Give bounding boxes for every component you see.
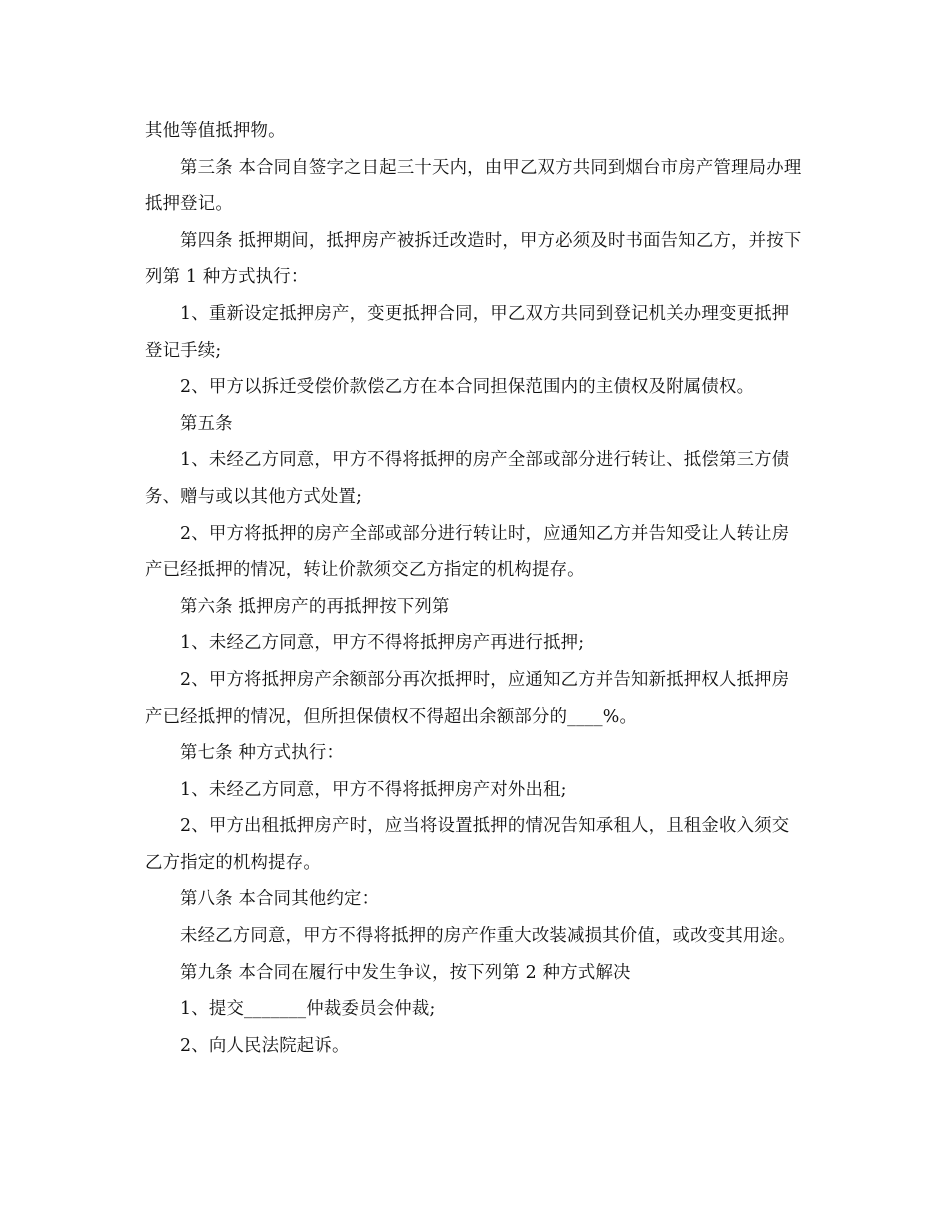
paragraph-article-4-item-1: 1、重新设定抵押房产，变更抵押合同，甲乙双方共同到登记机关办理变更抵押登记手续; [145, 303, 790, 361]
paragraph-article-4: 第四条 抵押期间，抵押房产被拆迁改造时，甲方必须及时书面告知乙方，并按下列第 1 种方式执行： [145, 230, 802, 288]
paragraph-article-7: 第七条 种方式执行： [180, 743, 345, 764]
paragraph-continuation: 其他等值抵押物。 [145, 121, 286, 141]
paragraph-article-6: 第六条 抵押房产的再抵押按下列第 [180, 596, 450, 617]
paragraph-article-7-item-2: 2、甲方出租抵押房产时，应当将设置抵押的情况告知承租人，且租金收入须交乙方指定的机构提存。 [145, 816, 790, 873]
paragraph-article-6-item-1: 1、未经乙方同意，甲方不得将抵押房产再进行抵押; [180, 633, 585, 654]
paragraph-article-5-item-1: 1、未经乙方同意，甲方不得将抵押的房产全部或部分进行转让、抵偿第三方债务、赠与或以其他方式处置; [145, 450, 790, 507]
document-body [145, 113, 805, 1064]
paragraph-article-9-item-2: 2、向人民法院起诉。 [180, 1035, 350, 1056]
paragraph-article-5: 第五条 [180, 413, 233, 434]
paragraph-article-6-item-2: 2、甲方将抵押房产余额部分再次抵押时，应通知乙方并告知新抵押权人抵押房产已经抵押的情况，但所担保债权不得超出余额部分的____%。 [145, 669, 790, 727]
paragraph-article-7-item-1: 1、未经乙方同意，甲方不得将抵押房产对外出租; [180, 779, 567, 800]
paragraph-article-8: 第八条 本合同其他约定： [180, 889, 380, 910]
paragraph-article-9-item-1: 1、提交_______仲裁委员会仲裁; [180, 999, 436, 1020]
paragraph-article-5-item-2: 2、甲方将抵押的房产全部或部分进行转让时，应通知乙方并告知受让人转让房产已经抵押的情况，转让价款须交乙方指定的机构提存。 [145, 523, 790, 581]
paragraph-article-8-body: 未经乙方同意，甲方不得将抵押的房产作重大改装减损其价值，或改变其用途。 [180, 926, 796, 947]
paragraph-article-9: 第九条 本合同在履行中发生争议，按下列第 2 种方式解决 [180, 962, 631, 983]
paragraph-article-3: 第三条 本合同自签字之日起三十天内，由甲乙双方共同到烟台市房产管理局办理抵押登记。 [145, 157, 802, 215]
paragraph-article-4-item-2: 2、甲方以拆迁受偿价款偿乙方在本合同担保范围内的主债权及附属债权。 [180, 377, 755, 398]
